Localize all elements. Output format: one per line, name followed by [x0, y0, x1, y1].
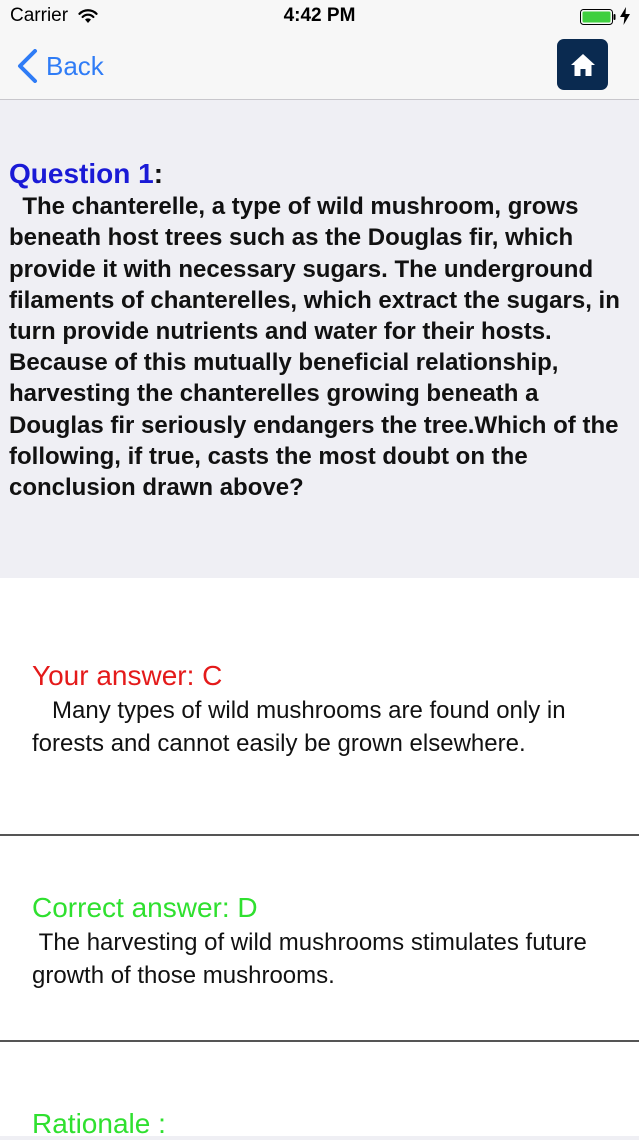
rationale-heading: Rationale : [32, 1108, 166, 1139]
divider [0, 834, 639, 836]
divider [0, 1040, 639, 1042]
status-time: 4:42 PM [283, 5, 356, 26]
question-text [9, 158, 635, 503]
carrier-label: Carrier [10, 5, 69, 26]
correct-answer-body: The harvesting of wild mushrooms stimulates future growth of those mushrooms. [32, 929, 587, 989]
your-answer-body: Many types of wild mushrooms are found only in forests and cannot easily be grown elsewhere. [32, 697, 566, 757]
question-colon: : [153, 158, 164, 189]
your-answer-heading: Your answer: C [32, 660, 223, 691]
chevron-left-icon [16, 49, 38, 83]
answers-panel [0, 578, 639, 1139]
question-body: The chanterelle, a type of wild mushroom, grows beneath host trees such as the Douglas fir, which provide it with necessary sugars. The underground filaments of chanterelles, which extract the sugars, in turn provide nutrients and water for their hosts. Because of this mutually beneficial relationship, harvesting the chanterelles growing beneath a Douglas fir seriously endangers the tree.Which of the following, if true, casts the most doubt on the conclusion drawn above? [9, 193, 620, 502]
status-bar [0, 0, 639, 34]
correct-answer-heading: Correct answer: D [32, 892, 258, 923]
question-label: Question 1 [9, 158, 154, 189]
back-button[interactable] [16, 48, 104, 84]
home-icon [570, 52, 596, 78]
question-section [0, 100, 639, 578]
back-label: Back [46, 50, 104, 81]
battery-icon [580, 9, 616, 25]
home-button[interactable] [557, 39, 608, 90]
charging-bolt-icon [620, 7, 630, 25]
navigation-bar [0, 34, 639, 100]
